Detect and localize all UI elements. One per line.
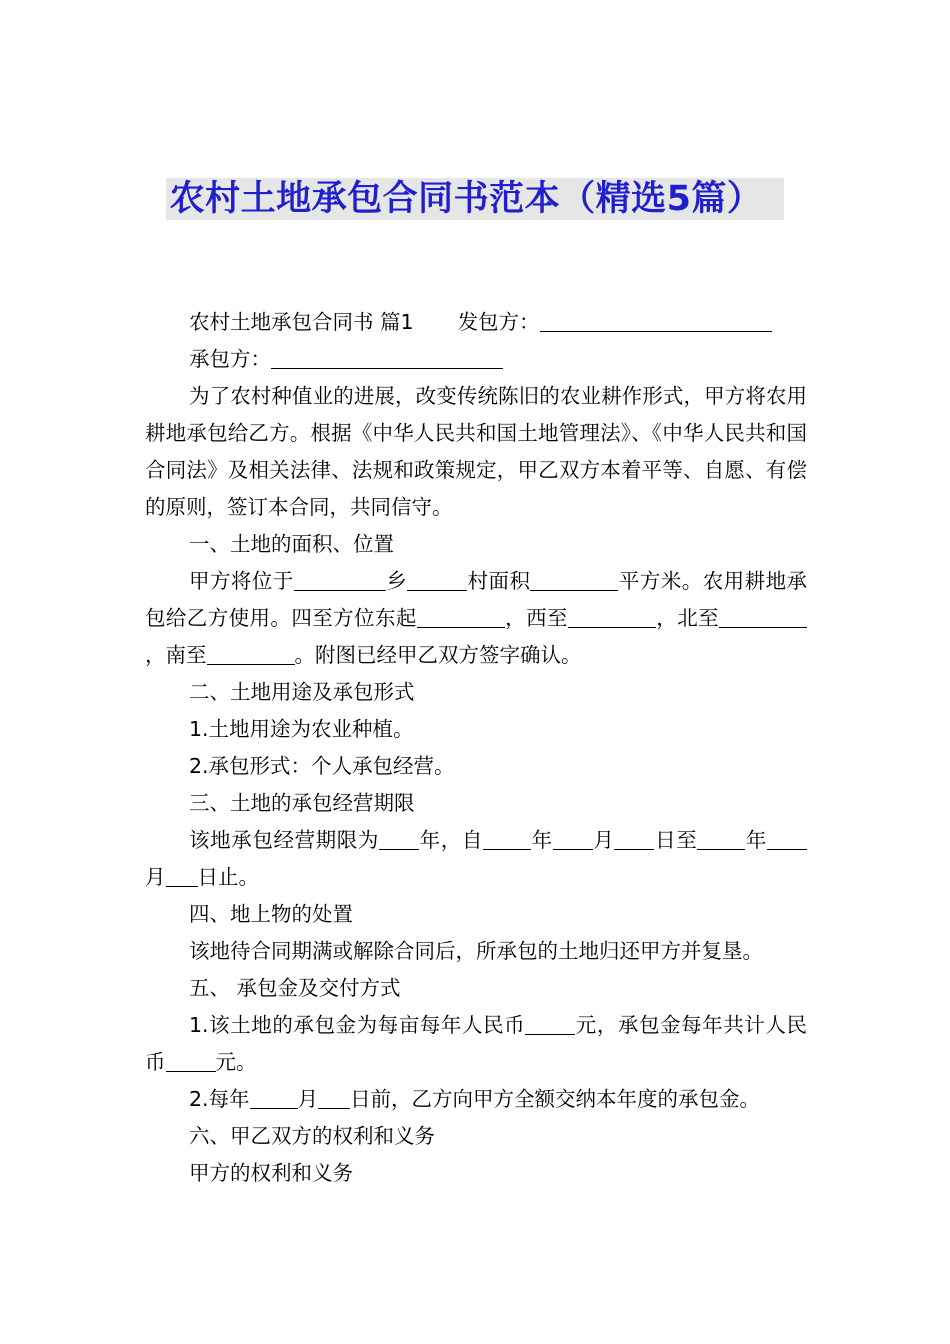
blank-rent-per-mu	[525, 1012, 575, 1035]
title-container	[0, 178, 950, 220]
blank-years	[379, 827, 419, 850]
sec3-text-7: 月	[145, 865, 166, 889]
sec5-item1-text-2: 元，承包金每年共计人民币	[145, 1013, 808, 1074]
section-2-heading: 二、土地用途及承包形式	[189, 680, 415, 704]
sec5-item1-text-1: 1.该土地的承包金为每亩每年人民币	[189, 1013, 526, 1037]
sec5-item2-text-2: 月	[297, 1087, 319, 1111]
document-title: 农村土地承包合同书范本（精选5篇）	[166, 178, 785, 220]
contractor-line	[145, 341, 807, 378]
blank-township	[294, 568, 386, 591]
sec3-text-5: 日至	[654, 828, 698, 852]
section-3-text	[145, 822, 807, 896]
sec3-text-1: 该地承包经营期限为	[189, 828, 380, 852]
blank-east	[417, 605, 505, 628]
issuer-label: 发包方：	[457, 310, 540, 334]
issuer-blank	[540, 309, 772, 332]
blank-area	[530, 568, 618, 591]
sec3-text-3: 年	[531, 828, 553, 852]
section-5-item-1	[145, 1007, 807, 1081]
section-5-item-2	[145, 1081, 807, 1118]
sec1-text-2: 乡	[385, 569, 408, 593]
blank-end-day	[166, 864, 198, 887]
blank-start-year	[483, 827, 531, 850]
sec5-item1-text-3: 元。	[215, 1050, 257, 1074]
blank-start-month	[553, 827, 593, 850]
sec1-text-1: 甲方将位于	[189, 569, 294, 593]
section-5-heading: 五、 承包金及交付方式	[189, 976, 401, 1000]
section-1-heading: 一、土地的面积、位置	[189, 532, 394, 556]
blank-pay-month	[250, 1086, 298, 1109]
sec1-text-7: ，南至	[145, 643, 207, 667]
blank-end-month	[767, 827, 807, 850]
blank-rent-total	[166, 1049, 216, 1072]
contract-header-line	[145, 304, 807, 341]
section-4-text: 该地待合同期满或解除合同后，所承包的土地归还甲方并复垦。	[189, 939, 763, 963]
sec1-text-6: ，北至	[655, 606, 720, 630]
blank-start-day	[614, 827, 654, 850]
section-1-text	[145, 563, 807, 674]
intro-paragraph: 为了农村种值业的进展，改变传统陈旧的农业耕作形式，甲方将农用耕地承包给乙方。根据《中华人民共和国土地管理法》、《中华人民共和国合同法》及相关法律、法规和政策规定，甲乙双方本着平等、自愿、有偿的原则，签订本合同，共同信守。	[145, 384, 807, 519]
sec3-text-8: 日止。	[197, 865, 259, 889]
sec3-text-2: 年，自	[419, 828, 483, 852]
sec5-item2-text-1: 2.每年	[189, 1087, 250, 1111]
blank-pay-day	[318, 1086, 350, 1109]
document-body	[145, 304, 807, 1192]
blank-west	[568, 605, 656, 628]
sec3-text-4: 月	[592, 828, 615, 852]
contractor-blank	[271, 346, 503, 369]
section-3-heading: 三、土地的承包经营期限	[189, 791, 415, 815]
contractor-label: 承包方：	[189, 347, 271, 371]
sec1-text-5: ，西至	[504, 606, 568, 630]
blank-end-year	[697, 827, 745, 850]
sec1-text-3: 村面积	[467, 569, 531, 593]
contract-heading: 农村土地承包合同书 篇1	[189, 310, 414, 334]
sec1-text-8: 。附图已经甲乙双方签字确认。	[294, 643, 582, 667]
sec3-text-6: 年	[745, 828, 768, 852]
blank-south	[207, 642, 295, 665]
section-4-heading: 四、地上物的处置	[189, 902, 353, 926]
section-6-subheading: 甲方的权利和义务	[189, 1161, 353, 1185]
blank-north	[719, 605, 807, 628]
blank-village	[407, 568, 467, 591]
sec1-text-4: 平方米。农用耕地承包给乙方使用。四至方位东起	[145, 569, 808, 630]
section-2-item-2: 2.承包形式：个人承包经营。	[189, 754, 455, 778]
section-2-item-1: 1.土地用途为农业种植。	[189, 717, 414, 741]
section-6-heading: 六、甲乙双方的权利和义务	[189, 1124, 435, 1148]
sec5-item2-text-3: 日前，乙方向甲方全额交纳本年度的承包金。	[350, 1087, 761, 1111]
